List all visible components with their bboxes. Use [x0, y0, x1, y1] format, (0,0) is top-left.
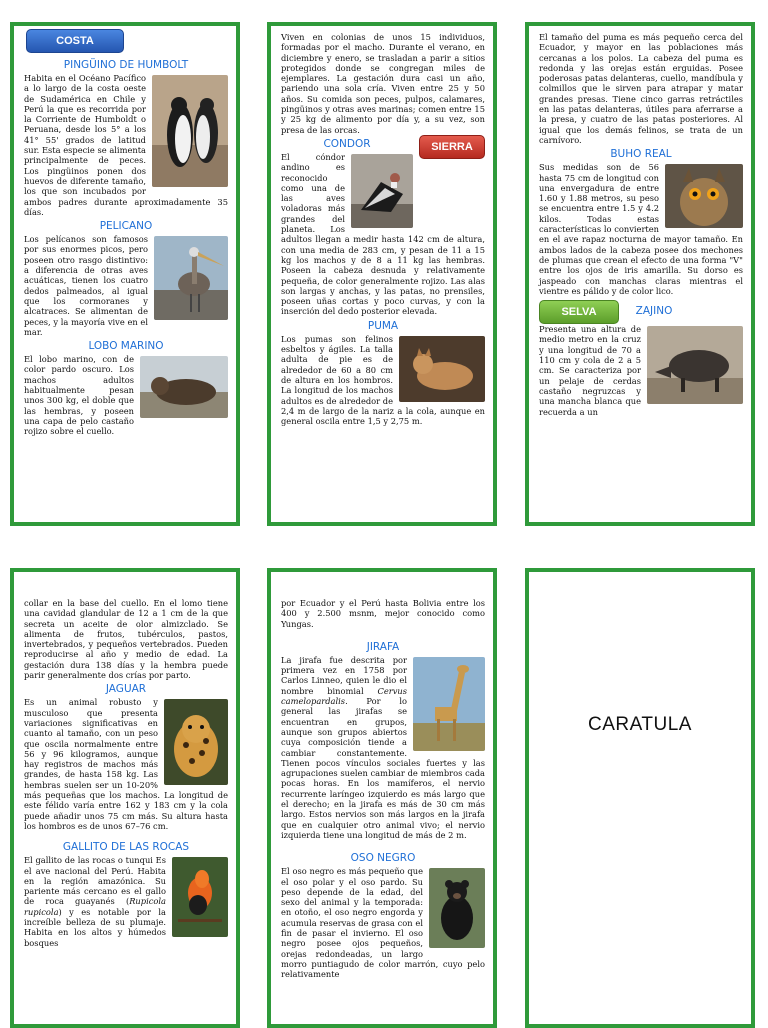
- panel-sierra-1: [267, 22, 497, 526]
- heading-buho-real: BUHO REAL: [610, 148, 672, 161]
- jaguar-image: [164, 699, 228, 785]
- condor-image: [351, 154, 413, 228]
- scientific-name: Rupicola rupicola: [24, 896, 166, 917]
- heading-lobo-marino: LOBO MARINO: [88, 340, 164, 353]
- text-buho-real: Sus medidas son de 56 hasta 75 cm de longitud con una envergadura de entre 1.60 y 1.88 metros, su peso se encuentra entre 1.5 y 4.2 kilos. Todas estas características lo convierten en el ave rapaz nocturna de mayor tamaño. En ambos lados de la cabeza posee dos mechones de plumas que crean el efecto de una forma "V" entre los ojos de iris amarilla. Su dorso es jaspeado con manchas claras mientras el vientre es pálido y de color lico.: [539, 162, 743, 296]
- cock-of-the-rock-image: [172, 857, 228, 937]
- text-puma: Los pumas son felinos esbeltos y ágiles. La talla adulta de pie es de alrededor de 60 a 80 cm de altura en los hombros. La longitud de los machos adultos es de alrededor de 2,4 m de largo de la nariz a la cola, aunque en general oscila entre 1,5 y 2,75 m.: [281, 333, 485, 427]
- text-pelicano: Los pelícanos son famosos por sus enormes picos, pero poseen otro rasgo distintivo: a diferencia de otras aves acuáticas, tienen los cuatro dedos palmeados, al igual que los cormoranes y alcatraces. Se alimentan de peces, y la mayoría vive en el mar.: [24, 234, 148, 337]
- text-lobo-marino: El lobo marino, con de color pardo oscuro. Los machos adultos habitualmente pesan unos 300 kg, el doble que las hembras, y poseen una capa de pelo castaño rojizo sobre el cuello.: [24, 354, 134, 437]
- text-jaguar: Es un animal robusto y musculoso que presenta variaciones significativas en cuanto al tamaño, con un peso que oscila normalmente entre 56 y 96 kilogramos, aunque hay registros de machos más grandes, de hasta 158 kg. Las hembras suelen ser un 10-20% más pequeñas que los machos. La longitud de este félido varía entre 162 y 183 cm y la cola puede añadir unos 75 cm más. Su altura hasta los hombros es de unos 67–76 cm.: [24, 697, 228, 831]
- pelican-image: [154, 236, 228, 320]
- heading-jaguar: JAGUAR: [105, 683, 147, 696]
- panel-caratula: [525, 568, 755, 1028]
- text-puma-cont: El tamaño del puma es más pequeño cerca del Ecuador, y mayor en las poblaciones más cercanas a los polos. La cabeza del puma es redonda y las orejas están erguidas. Posee poderosas patas delanteras, cuello, mandíbula y colmillos que le sirven para atrapar y matar grandes presas. Tiene cinco garras retráctiles en las patas delanteras, útiles para aferrarse a la presa, y cuatro de las patas posteriores. Al igual que los demás felinos, se trata de un carnívoro.: [539, 32, 743, 145]
- heading-jirafa: JIRAFA: [366, 640, 400, 653]
- text-pinguino: Habita en el Océano Pacífico a lo largo de la costa oeste de Sudamérica en Chile y Perú la que es recorrida por la Corriente de Humboldt o Peruana, desde los 5° a los 41° 55' grados de latitud sur. Esta especie se alimenta principalmente de peces. Los pingüinos ponen dos huevos de diferente tamaño, los que son incubados por ambos padres durante aproximadamente 35 días.: [24, 73, 228, 217]
- penguin-image: [152, 75, 228, 187]
- bear-image: [429, 868, 485, 948]
- giraffe-image: [413, 657, 485, 751]
- puma-image: [399, 336, 485, 402]
- text-lobo-marino-cont: Viven en colonias de unos 15 individuos, formadas por el macho. Durante el verano, en diciembre y enero, se trasladan a parir a sitios protegidos donde se congregan miles de ejemplares. La gestación dura casi un año, pariendo una sola cría. Viven entre 25 y 50 años. Su comida son peces, pulpos, calamares, pingüinos y otras aves marinas; comen entre 15 y 25 kg de alimento por día y, a su vez, son presa de las orcas.: [281, 32, 485, 135]
- peccary-image: [647, 326, 743, 404]
- panel-selva-1: [10, 568, 240, 1028]
- text-gallito-cont: por Ecuador y el Perú hasta Bolivia entre los 400 y 2.500 msnm, mejor conocido como Yungas.: [281, 598, 485, 629]
- caratula-title: CARATULA: [588, 714, 692, 735]
- scientific-name: Cervus camelopardalis: [281, 685, 407, 707]
- panel-costa: [10, 22, 240, 526]
- panel-selva-2: [267, 568, 497, 1028]
- heading-pinguino: PINGÜINO DE HUMBOLT: [63, 59, 189, 71]
- owl-image: [665, 164, 743, 228]
- selva-badge: SELVA: [539, 300, 619, 324]
- costa-badge: COSTA: [26, 29, 124, 53]
- heading-gallito: GALLITO DE LAS ROCAS: [62, 841, 190, 854]
- sierra-badge: SIERRA: [419, 135, 485, 159]
- panel-sierra-selva: [525, 22, 755, 526]
- heading-oso-negro: OSO NEGRO: [350, 852, 416, 865]
- text-jirafa: La jirafa fue descrita por primera vez en 1758 por Carlos Linneo, quien le dio el nombre binomial Cervus camelopardalis. Por lo general las jirafas se encuentran en grupos, aunque son grupos abiertos cuya composición tiende a cambiar constantemente. Tienen pocos vínculos sociales fuertes y las agrupaciones suelen cambiar de miembros cada pocas horas. En los mamíferos, el nervio recurrente laríngeo izquierdo es más largo que el derecho; en la jirafa es más de 30 cm más largo. Estos nervios son más largos en la jirafa que en cualquier otro animal vivo; el nervio izquierda tiene una longitud de más de 2 m.: [281, 654, 485, 840]
- text-gallito: El gallito de las rocas o tunqui Es el ave nacional del Perú. Habita en la región amazónica. Su pariente más cercano es el gallo de roca guayanés (Rupicola rupicola) y es notable por la increíble belleza de su plumaje. Habita en los altos y húmedos bosques: [24, 855, 166, 948]
- sea-lion-image: [140, 356, 228, 418]
- heading-puma: PUMA: [367, 319, 399, 332]
- heading-pelicano: PELICANO: [99, 220, 153, 233]
- text-oso-negro: El oso negro es más pequeño que el oso polar y el oso pardo. Su peso depende de la edad, del sexo del animal y la temporada: en otoño, el oso negro engorda y acumula reservas de grasa con el fin de pasar el invierno. El oso negro posee ojos pequeños, orejas redondeadas, un largo morro puntiagudo de color marrón, cuyo pelo relativamente: [281, 866, 485, 980]
- text-condor: El cóndor andino es reconocido como una de las aves voladoras más grandes del planeta. Los adultos llegan a medir hasta 142 cm de altura, con una media de 283 cm, y pesan de 11 a 15 kg los machos y de 8 a 11 kg las hembras. Poseen la cabeza desnuda y relativamente pequeña, de color generalmente rojizo. Las alas son largas y anchas, y las patas, no prensiles, poseen uñas cortas y poco curvas, y con la inserción del dedo posterior elevada.: [281, 151, 485, 317]
- text-zajino-cont: collar en la base del cuello. En el lomo tiene una cavidad glandular de 12 a 1 cm de la que secreta un aceite de olor almizclado. Se alimenta de frutos, tubérculos, pastos, invertebrados, y pequeños vertebrados. Pueden reproducirse al año y medio de edad. La gestación dura 138 días y la hembra puede parir generalmente dos crías por parto.: [24, 598, 228, 681]
- heading-zajino: ZAJINO: [635, 305, 673, 318]
- text-zajino: Presenta una altura de medio metro en la cruz y una longitud de 70 a 110 cm y cola de 2 a 5 cm. Se caracteriza por un pelaje de cerdas castaño negruzcas y una mancha blanca que recuerda a un: [539, 324, 641, 417]
- heading-condor: CONDOR: [323, 137, 371, 150]
